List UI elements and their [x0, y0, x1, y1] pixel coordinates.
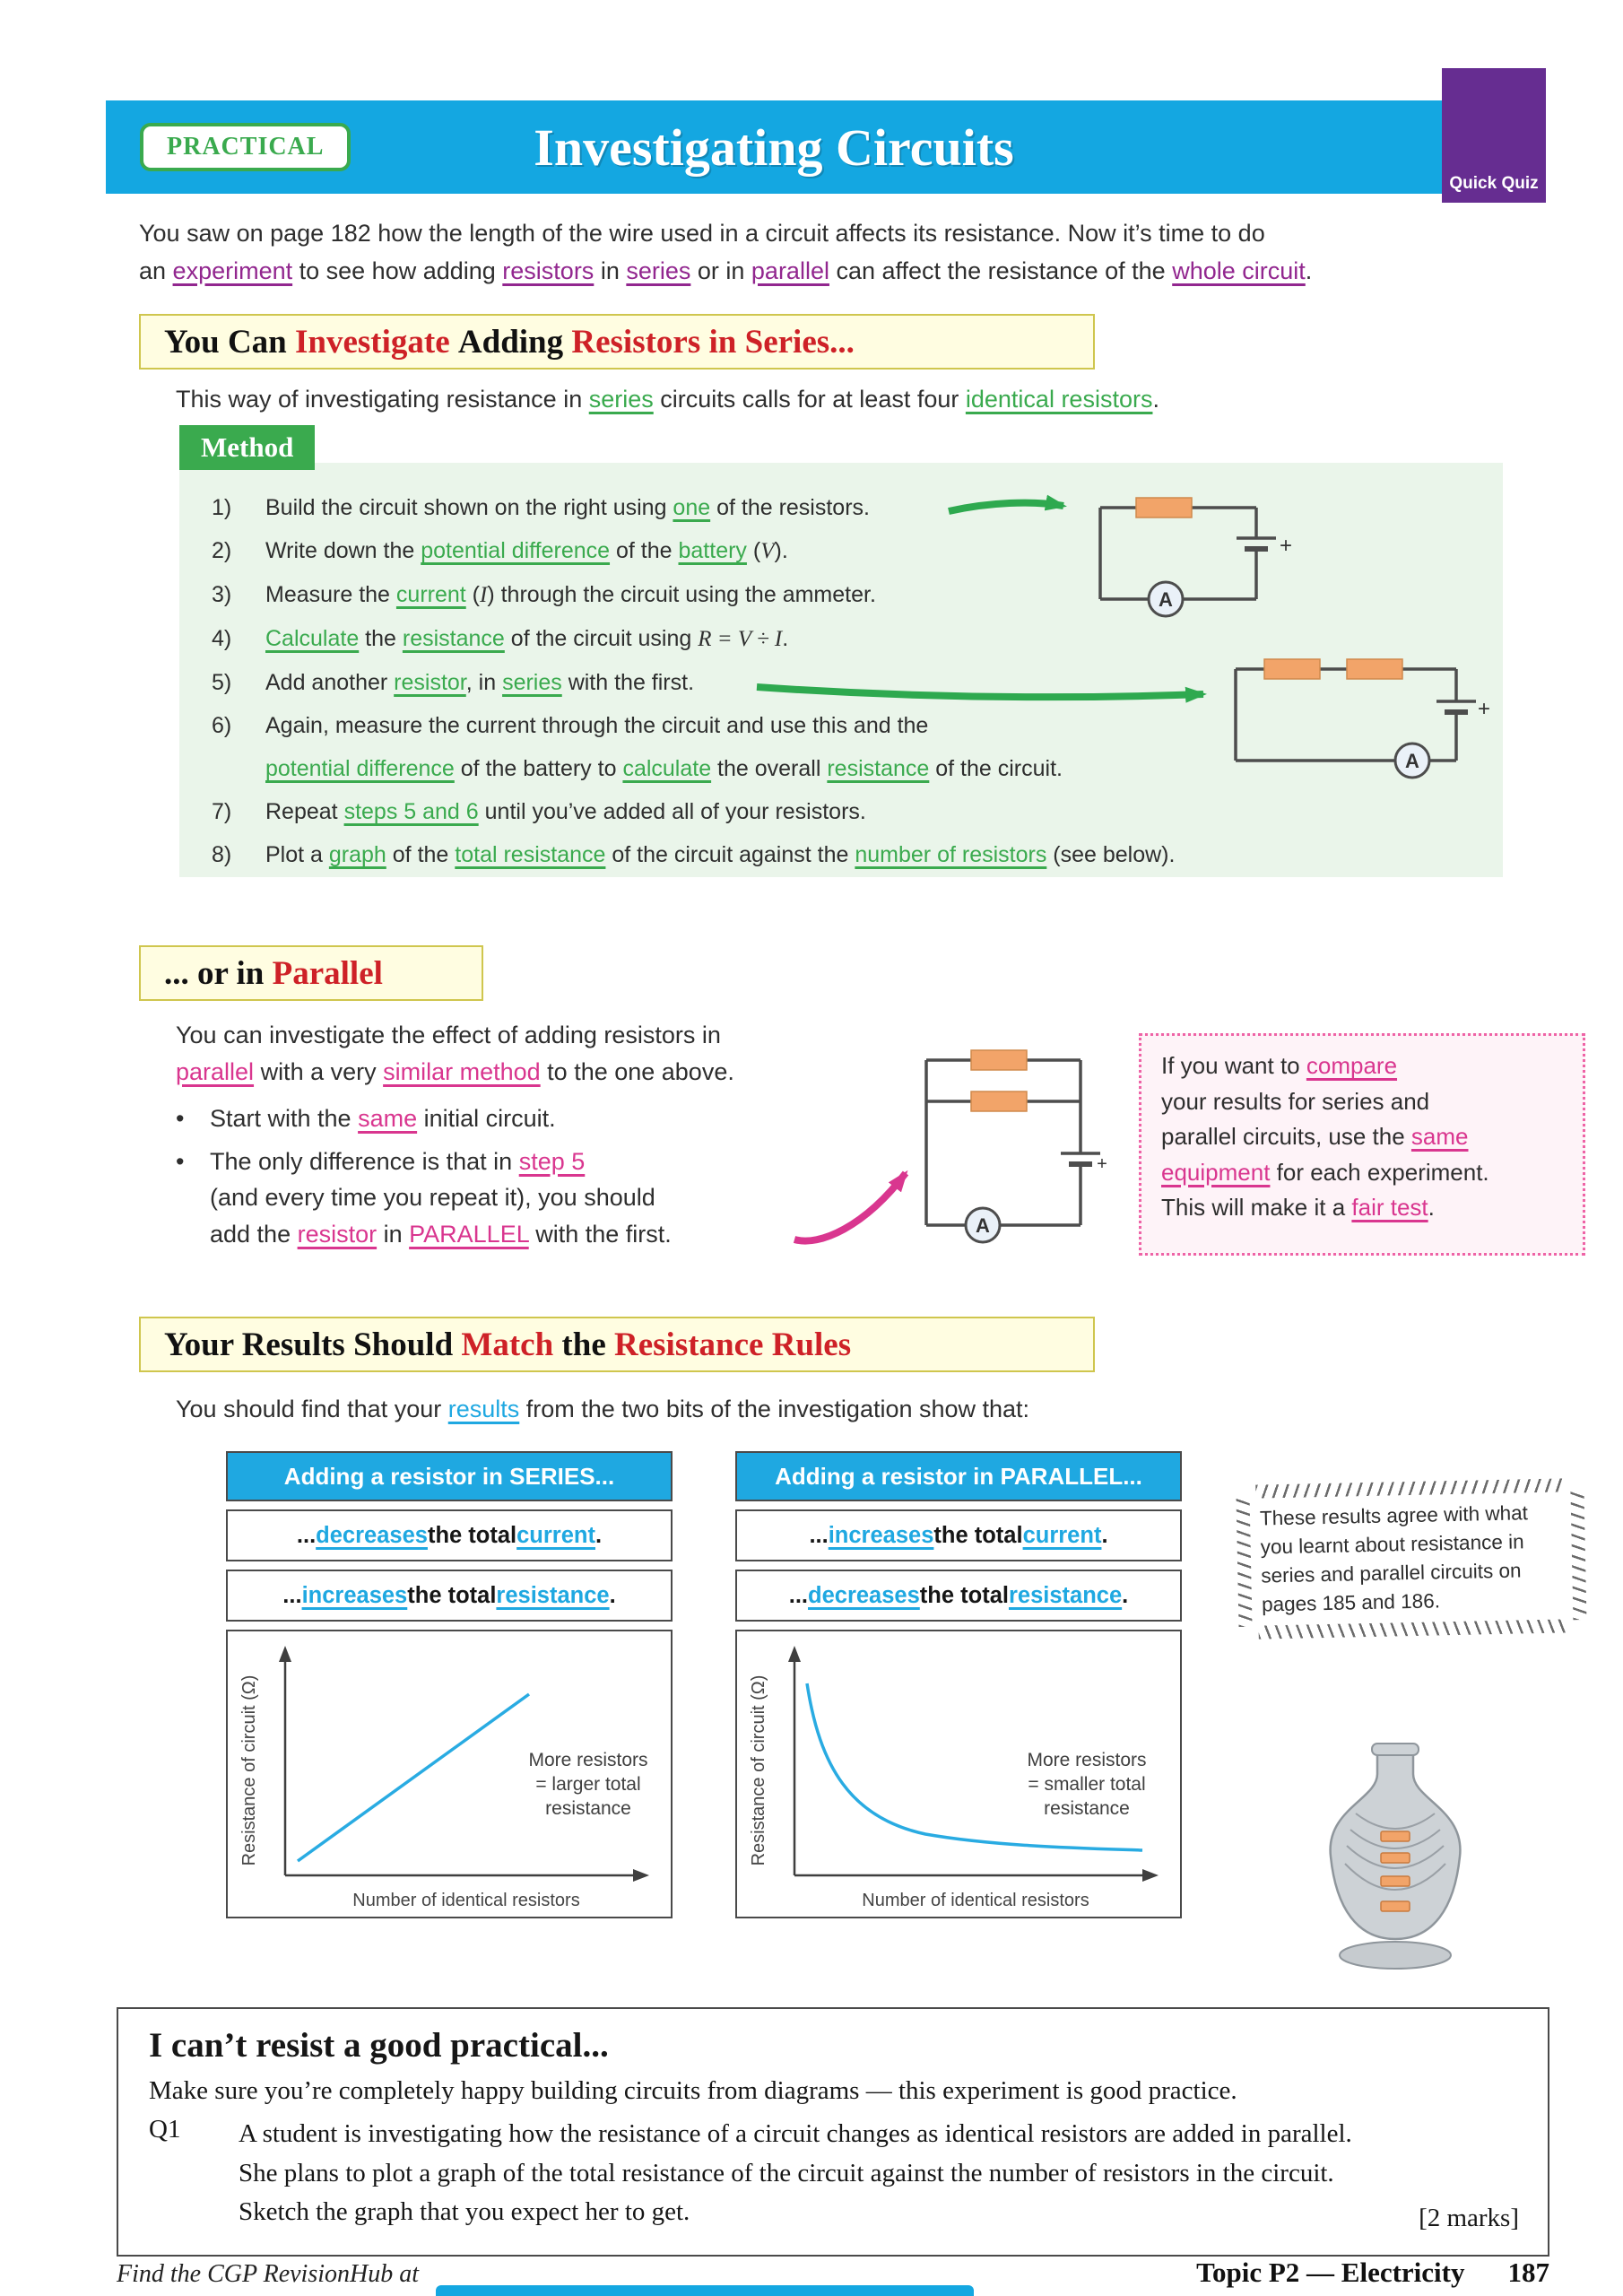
- text-segment: Build the circuit shown on the right using: [265, 495, 673, 520]
- text-segment: Calculate: [265, 626, 360, 651]
- resistor-symbol: [971, 1091, 1027, 1111]
- method-step: [212, 704, 1377, 790]
- text-segment: or in: [690, 257, 751, 284]
- text-segment: potential difference: [265, 756, 455, 781]
- text-segment: .: [1101, 1522, 1108, 1548]
- practical-badge: [140, 123, 351, 171]
- series-lead: [176, 386, 1159, 413]
- step-number: 3): [212, 582, 232, 607]
- green-arrow-icon: [943, 488, 1087, 527]
- text-segment: resistor: [297, 1220, 378, 1248]
- text-segment: parallel circuits, use the: [1161, 1123, 1411, 1151]
- text-segment: series: [588, 386, 654, 413]
- series-circuit-1-diagram: [1081, 474, 1300, 635]
- text-segment: Investigate: [295, 323, 450, 361]
- text-segment: resistance: [1008, 1582, 1123, 1608]
- text-segment: an: [139, 257, 173, 284]
- text-segment: same: [358, 1105, 418, 1132]
- text-segment: This way of investigating resistance in: [176, 386, 589, 413]
- page-title: Investigating Circuits: [534, 117, 1014, 177]
- text-segment: Plot a: [265, 842, 329, 867]
- text-segment: step 5: [518, 1147, 586, 1175]
- text-segment: the total: [919, 1582, 1009, 1608]
- text-segment: fair test: [1351, 1194, 1428, 1222]
- text-segment: calculate: [622, 756, 712, 781]
- resistor-symbol: [1136, 498, 1192, 517]
- step-text: [265, 833, 1377, 876]
- fair-test-note: [1139, 1033, 1585, 1256]
- text-segment: .: [609, 1582, 616, 1608]
- text-segment: , in: [465, 670, 503, 695]
- parallel-paragraph-block: [176, 1017, 893, 1252]
- text-segment: This will make it a: [1161, 1194, 1352, 1222]
- summary-heading: I can’t resist a good practical...: [149, 2026, 609, 2065]
- text-segment: Adding: [449, 323, 572, 361]
- method-step: [212, 833, 1377, 876]
- parallel-graph-svg: [737, 1631, 1180, 1920]
- text-segment: number of resistors: [855, 842, 1047, 867]
- text-segment: resistance: [827, 756, 930, 781]
- text-segment: .: [1428, 1194, 1435, 1222]
- text-segment: total resistance: [455, 842, 606, 867]
- table-row: [735, 1570, 1182, 1622]
- text-segment: circuits calls for at least four: [653, 386, 966, 413]
- text-segment: graph: [328, 842, 386, 867]
- parallel-results-table: [735, 1451, 1182, 1926]
- resistor-symbol: [971, 1050, 1027, 1070]
- text-segment: same: [1410, 1123, 1469, 1151]
- text-segment: .: [595, 1522, 603, 1548]
- text-segment: compare: [1306, 1052, 1398, 1079]
- text-segment: parallel: [176, 1057, 255, 1085]
- text-segment: resistance: [402, 626, 505, 651]
- ammeter-label: A: [1405, 750, 1419, 772]
- text-segment: You Can: [164, 323, 295, 361]
- text-segment: Repeat: [265, 799, 344, 824]
- text-segment: resistance: [496, 1582, 610, 1608]
- text-segment: the total: [407, 1582, 497, 1608]
- footer-note: Find the CGP RevisionHub at: [117, 2260, 419, 2288]
- text-segment: whole circuit: [1172, 257, 1306, 284]
- text-segment: Measure the: [265, 582, 396, 607]
- step-number: 4): [212, 626, 232, 651]
- table-header: Adding a resistor in PARALLEL...: [735, 1451, 1182, 1501]
- text-segment: ... or in: [164, 954, 273, 992]
- text-segment: (see below).: [1046, 842, 1176, 867]
- green-arrow-icon: [751, 671, 1228, 714]
- step-number: 5): [212, 670, 232, 695]
- text-segment: Match: [461, 1326, 554, 1363]
- step-number: 6): [212, 713, 232, 738]
- text-segment: one: [673, 495, 711, 520]
- text-segment: until you’ve added all of your resistors.: [478, 799, 866, 824]
- text-segment: results: [447, 1396, 520, 1422]
- topic-label: Topic P2 — Electricity: [1196, 2257, 1465, 2288]
- text-segment: V: [760, 539, 775, 563]
- text-segment: current: [395, 582, 466, 607]
- text-segment: Again, measure the current through the circuit and use this and the: [265, 713, 929, 738]
- text-segment: (: [746, 538, 761, 563]
- series-graph-svg: [228, 1631, 671, 1920]
- series-section-heading: [139, 314, 1095, 370]
- results-lead: [176, 1396, 1029, 1423]
- resistor-necklace-graphic: [1306, 1740, 1485, 1975]
- text-segment: the overall: [711, 756, 828, 781]
- graph-annotation: = larger total: [535, 1774, 641, 1795]
- text-segment: .: [1122, 1582, 1129, 1608]
- x-axis-label: Number of identical resistors: [352, 1891, 580, 1910]
- text-segment: Start with the: [210, 1105, 359, 1132]
- text-segment: the: [553, 1326, 614, 1363]
- text-segment: You saw on page 182 how the length of the wire used in a circuit affects its resistance. Now it’s time to do: [139, 220, 1265, 247]
- bullet-item: [176, 1100, 893, 1137]
- text-segment: PARALLEL: [409, 1220, 529, 1248]
- text-segment: ).: [774, 538, 788, 563]
- text-segment: Write down the: [265, 538, 421, 563]
- text-segment: identical resistors: [965, 386, 1153, 413]
- text-segment: can affect the resistance of the: [829, 257, 1173, 284]
- text-segment: battery: [678, 538, 747, 563]
- parallel-graph: [735, 1630, 1182, 1918]
- text-segment: of the resistors.: [710, 495, 870, 520]
- margin-note-text: These results agree with what you learnt about resistance in series and parallel circuits on pages 185 and 186.: [1259, 1501, 1529, 1616]
- step-text: [265, 790, 1377, 833]
- battery-plus-label: +: [1279, 534, 1293, 558]
- text-segment: (and every time you repeat it), you should: [210, 1184, 655, 1211]
- text-segment: to see how adding: [292, 257, 503, 284]
- text-segment: The only difference is that in: [210, 1147, 519, 1175]
- text-segment: steps 5 and 6: [343, 799, 479, 824]
- summary-paragraph: Make sure you’re completely happy building circuits from diagrams — this experiment is good practice.: [149, 2076, 1237, 2105]
- text-segment: of the: [386, 842, 456, 867]
- text-segment: the total: [933, 1522, 1023, 1548]
- pink-arrow-icon: [787, 1153, 926, 1254]
- method-step: [212, 790, 1377, 833]
- text-segment: series: [502, 670, 562, 695]
- text-segment: parallel: [751, 257, 829, 284]
- text-segment: to the one above.: [540, 1057, 734, 1085]
- summary-box: [117, 2007, 1549, 2257]
- text-segment: increases: [828, 1522, 934, 1548]
- ammeter-label: A: [976, 1214, 990, 1237]
- battery-plus-label: +: [1097, 1154, 1107, 1174]
- text-segment: current: [516, 1522, 595, 1548]
- parallel-paragraph: [176, 1017, 893, 1090]
- header-bar: [106, 100, 1442, 194]
- text-segment: current: [1022, 1522, 1102, 1548]
- text-segment: R = V ÷ I: [698, 627, 783, 651]
- text-segment: Resistance Rules: [614, 1326, 852, 1363]
- step-number: 7): [212, 799, 232, 824]
- results-section-heading: [139, 1317, 1095, 1372]
- marks-label: [2 marks]: [1419, 2204, 1519, 2232]
- text-segment: ) through the circuit using the ammeter.: [487, 582, 876, 607]
- text-segment: the total: [427, 1522, 517, 1548]
- bullet-text: [210, 1100, 556, 1137]
- text-segment: Resistors in Series...: [571, 323, 855, 361]
- text-segment: increases: [301, 1582, 408, 1608]
- text-segment: decreases: [808, 1582, 920, 1608]
- text-segment: ...: [282, 1582, 302, 1608]
- parallel-circuit-diagram: [910, 1030, 1111, 1259]
- text-segment: resistors: [502, 257, 595, 284]
- text-segment: equipment: [1161, 1158, 1271, 1186]
- text-segment: (: [465, 582, 481, 607]
- text-segment: If you want to: [1161, 1052, 1306, 1079]
- table-row: [735, 1509, 1182, 1561]
- text-segment: potential difference: [421, 538, 611, 563]
- step-number: 8): [212, 842, 232, 867]
- x-axis-label: Number of identical resistors: [862, 1891, 1089, 1910]
- text-segment: with the first.: [561, 670, 695, 695]
- text-segment: of the: [610, 538, 679, 563]
- quick-quiz-tab: [1442, 68, 1546, 203]
- text-segment: .: [1305, 257, 1313, 284]
- margin-note: [1243, 1487, 1579, 1631]
- text-segment: ...: [296, 1522, 317, 1548]
- table-row: [226, 1509, 673, 1561]
- series-graph: [226, 1630, 673, 1918]
- text-segment: .: [782, 626, 789, 651]
- text-segment: ...: [809, 1522, 829, 1548]
- method-label: Method: [179, 425, 315, 470]
- battery-plus-label: +: [1477, 697, 1491, 721]
- step-text: [265, 704, 1377, 790]
- table-row: [226, 1570, 673, 1622]
- question-label: Q1: [149, 2115, 181, 2144]
- graph-annotation: resistance: [545, 1798, 631, 1819]
- bullet-text: [210, 1144, 672, 1253]
- hatch-decoration: [1570, 1491, 1586, 1620]
- text-segment: resistor: [394, 670, 466, 695]
- text-segment: You should find that your: [176, 1396, 448, 1422]
- text-segment: with the first.: [528, 1220, 672, 1248]
- text-segment: for each experiment.: [1270, 1158, 1489, 1186]
- series-results-table: [226, 1451, 673, 1926]
- graph-annotation: resistance: [1044, 1798, 1130, 1819]
- quick-quiz-label: Quick Quiz: [1449, 174, 1539, 193]
- revisionhub-strip: [436, 2285, 974, 2296]
- text-segment: from the two bits of the investigation show that:: [519, 1396, 1030, 1422]
- text-segment: initial circuit.: [417, 1105, 556, 1132]
- text-segment: your results for series and: [1161, 1087, 1430, 1115]
- y-axis-label: Resistance of circuit (Ω): [749, 1674, 768, 1866]
- graph-annotation: More resistors: [528, 1750, 648, 1770]
- parallel-section-heading: [139, 945, 483, 1001]
- text-segment: of the circuit against the: [605, 842, 855, 867]
- question-text: A student is investigating how the resistance of a circuit changes as identical resistors are added in parallel. She plans to plot a graph of the total resistance of the circuit against the number of resistors in the circuit. Sketch the graph that you expect her to get.: [239, 2119, 1352, 2226]
- text-segment: similar method: [383, 1057, 541, 1085]
- text-segment: Your Results Should: [164, 1326, 462, 1363]
- text-segment: decreases: [316, 1522, 428, 1548]
- text-segment: ...: [788, 1582, 809, 1608]
- text-segment: in: [594, 257, 627, 284]
- practical-label: PRACTICAL: [167, 133, 325, 161]
- page-number: 187: [1507, 2257, 1549, 2288]
- footer-topic-block: [1196, 2257, 1549, 2289]
- resistor-symbol: [1264, 659, 1320, 679]
- text-segment: Add another: [265, 670, 395, 695]
- text-segment: of the circuit using: [504, 626, 699, 651]
- step-number: 1): [212, 495, 232, 520]
- graph-annotation: = smaller total: [1028, 1774, 1146, 1795]
- series-circuit-2-diagram: [1221, 639, 1492, 793]
- question-row: [149, 2115, 1517, 2232]
- y-axis-label: Resistance of circuit (Ω): [239, 1674, 259, 1866]
- text-segment: I: [480, 583, 488, 607]
- text-segment: the: [359, 626, 403, 651]
- graph-annotation: More resistors: [1027, 1750, 1147, 1770]
- hatch-decoration: [1237, 1498, 1253, 1627]
- text-segment: experiment: [172, 257, 293, 284]
- text-segment: Parallel: [272, 954, 383, 992]
- text-segment: .: [1152, 386, 1159, 413]
- text-segment: in: [377, 1220, 410, 1248]
- ammeter-label: A: [1159, 588, 1173, 611]
- intro-paragraph: [139, 215, 1565, 291]
- text-segment: with a very: [254, 1057, 384, 1085]
- bullet-item: [176, 1144, 893, 1253]
- text-segment: of the battery to: [454, 756, 623, 781]
- step-number: 2): [212, 538, 232, 563]
- text-segment: of the circuit.: [929, 756, 1063, 781]
- text-segment: series: [626, 257, 691, 284]
- table-header: Adding a resistor in SERIES...: [226, 1451, 673, 1501]
- resistor-symbol: [1347, 659, 1402, 679]
- text-segment: add the: [210, 1220, 298, 1248]
- text-segment: You can investigate the effect of adding resistors in: [176, 1022, 721, 1048]
